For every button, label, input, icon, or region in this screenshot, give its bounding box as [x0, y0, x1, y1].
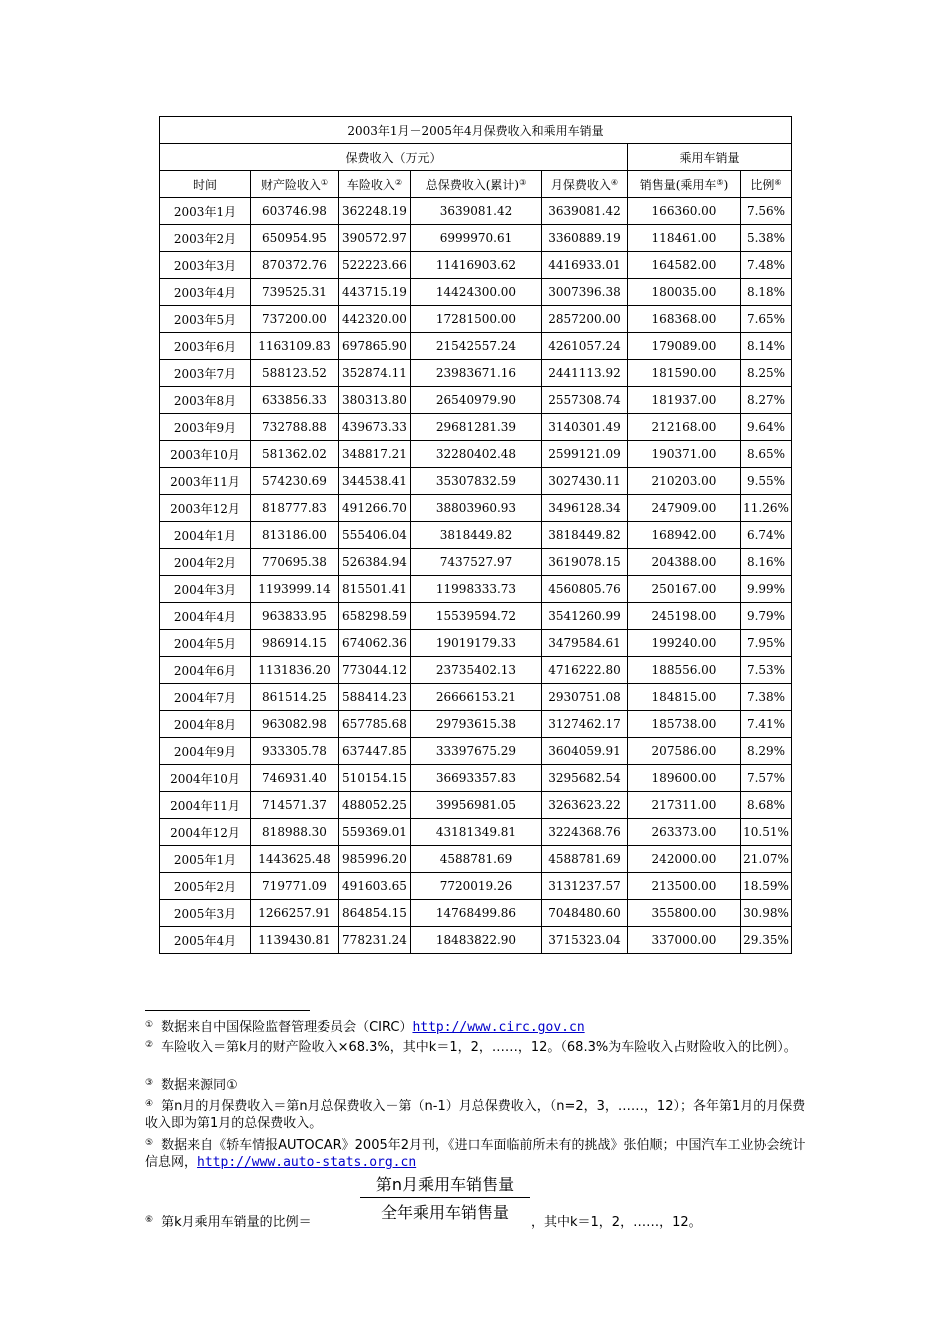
table-cell: 861514.25: [251, 684, 339, 711]
column-header-footnote-mark: ④: [610, 177, 619, 187]
table-cell: 3263623.22: [542, 792, 628, 819]
table-cell: 168942.00: [628, 522, 741, 549]
footnote-text: 数据来源同①: [161, 1078, 238, 1093]
table-row: [160, 684, 792, 711]
table-cell: 380313.80: [339, 387, 411, 414]
table-cell: 184815.00: [628, 684, 741, 711]
table-cell: 2003年6月: [160, 333, 251, 360]
column-header-row: [160, 171, 792, 198]
table-cell: 8.27%: [741, 387, 792, 414]
formula-denominator: 全年乘用车销售量: [380, 1203, 509, 1222]
table-cell: 2004年8月: [160, 711, 251, 738]
table-cell: 3496128.34: [542, 495, 628, 522]
table-cell: 2003年11月: [160, 468, 251, 495]
table-cell: 190371.00: [628, 441, 741, 468]
table-cell: 8.25%: [741, 360, 792, 387]
table-cell: 3140301.49: [542, 414, 628, 441]
table-cell: 443715.19: [339, 279, 411, 306]
table-cell: 189600.00: [628, 765, 741, 792]
table-cell: 3295682.54: [542, 765, 628, 792]
column-header: [411, 171, 542, 198]
table-cell: 21542557.24: [411, 333, 542, 360]
table-cell: 491266.70: [339, 495, 411, 522]
footnote-text: 第n月的月保费收入＝第n月总保费收入－第（n-1）月总保费收入，（n=2，3，……，12）；各年第1月的月保费收入即为第1月的总保费收入。: [145, 1099, 806, 1131]
table-cell: 3007396.38: [542, 279, 628, 306]
column-header-label: 财产险收入: [260, 177, 321, 192]
table-cell: 19019179.33: [411, 630, 542, 657]
table-cell: 603746.98: [251, 198, 339, 225]
table-cell: 3715323.04: [542, 927, 628, 954]
table-cell: 210203.00: [628, 468, 741, 495]
table-cell: 2441113.92: [542, 360, 628, 387]
sales-group-header: 乘用车销量: [628, 144, 792, 171]
table-row: [160, 873, 792, 900]
table-cell: 213500.00: [628, 873, 741, 900]
column-header-footnote-mark: ⑥: [774, 177, 782, 187]
table-cell: 4560805.76: [542, 576, 628, 603]
table-cell: 26666153.21: [411, 684, 542, 711]
table-cell: 818988.30: [251, 819, 339, 846]
table-cell: 3604059.91: [542, 738, 628, 765]
table-cell: 674062.36: [339, 630, 411, 657]
table-cell: 8.16%: [741, 549, 792, 576]
table-cell: 9.64%: [741, 414, 792, 441]
table-cell: 739525.31: [251, 279, 339, 306]
table-row: [160, 576, 792, 603]
premium-group-header: 保费收入（万元）: [160, 144, 628, 171]
table-cell: 7.95%: [741, 630, 792, 657]
footnote-6: [145, 1211, 312, 1230]
table-row: [160, 603, 792, 630]
table-cell: 9.79%: [741, 603, 792, 630]
table-cell: 11998333.73: [411, 576, 542, 603]
table-cell: 737200.00: [251, 306, 339, 333]
table-cell: 180035.00: [628, 279, 741, 306]
table-cell: 207586.00: [628, 738, 741, 765]
footnote-5: [145, 1135, 810, 1171]
column-header-label: 比例: [750, 177, 775, 192]
table-cell: 199240.00: [628, 630, 741, 657]
footnote-text: 数据来自《轿车情报AUTOCAR》2005年2月刊，《进口车面临前所未有的挑战》张伯顺；中国汽车工业协会统计信息网，: [145, 1138, 806, 1170]
table-cell: 815501.41: [339, 576, 411, 603]
table-row: [160, 198, 792, 225]
table-cell: 181590.00: [628, 360, 741, 387]
table-cell: 185738.00: [628, 711, 741, 738]
footnote-mark: ⑥: [145, 1215, 154, 1225]
table-row: [160, 414, 792, 441]
table-cell: 2004年6月: [160, 657, 251, 684]
column-header: [251, 171, 339, 198]
column-header-footnote-mark: ②: [394, 177, 403, 187]
footnote-3: [145, 1075, 810, 1094]
table-row: [160, 630, 792, 657]
footnote-4: [145, 1096, 810, 1132]
footnote-text: 车险收入＝第k月的财产险收入×68.3%，其中k＝1，2，……，12。（68.3%为车险收入占财险收入的比例）。: [161, 1040, 797, 1055]
table-cell: 7.53%: [741, 657, 792, 684]
table-row: [160, 549, 792, 576]
table-cell: 337000.00: [628, 927, 741, 954]
table-cell: 36693357.83: [411, 765, 542, 792]
table-cell: 870372.76: [251, 252, 339, 279]
group-header-row: [160, 144, 792, 171]
table-cell: 7.48%: [741, 252, 792, 279]
table-cell: 7.41%: [741, 711, 792, 738]
table-cell: 2930751.08: [542, 684, 628, 711]
table-cell: 864854.15: [339, 900, 411, 927]
table-cell: 23983671.16: [411, 360, 542, 387]
table-cell: 3027430.11: [542, 468, 628, 495]
column-header-footnote-mark: ③: [519, 177, 527, 187]
table-cell: 14768499.86: [411, 900, 542, 927]
table-row: [160, 522, 792, 549]
column-header-label: 月保费收入: [550, 177, 611, 192]
table-cell: 242000.00: [628, 846, 741, 873]
table-row: [160, 738, 792, 765]
table-cell: 746931.40: [251, 765, 339, 792]
footnote-mark: ④: [145, 1099, 154, 1109]
table-cell: 168368.00: [628, 306, 741, 333]
table-row: [160, 900, 792, 927]
table-cell: 2003年3月: [160, 252, 251, 279]
table-cell: 2004年10月: [160, 765, 251, 792]
table-cell: 7437527.97: [411, 549, 542, 576]
table-cell: 963833.95: [251, 603, 339, 630]
table-cell: 7048480.60: [542, 900, 628, 927]
auto-stats-link[interactable]: http://www.auto-stats.org.cn: [197, 1155, 417, 1170]
ratio-formula-fraction: [360, 1172, 530, 1223]
table-cell: 30.98%: [741, 900, 792, 927]
table-cell: 2003年2月: [160, 225, 251, 252]
table-cell: 6999970.61: [411, 225, 542, 252]
table-cell: 3639081.42: [411, 198, 542, 225]
table-cell: 1266257.91: [251, 900, 339, 927]
table-cell: 714571.37: [251, 792, 339, 819]
table-row: [160, 279, 792, 306]
table-cell: 442320.00: [339, 306, 411, 333]
table-cell: 2003年8月: [160, 387, 251, 414]
table-cell: 2004年1月: [160, 522, 251, 549]
table-cell: 2004年11月: [160, 792, 251, 819]
table-cell: 362248.19: [339, 198, 411, 225]
column-header: [339, 171, 411, 198]
table-cell: 9.55%: [741, 468, 792, 495]
table-cell: 166360.00: [628, 198, 741, 225]
table-cell: 778231.24: [339, 927, 411, 954]
table-cell: 2003年5月: [160, 306, 251, 333]
table-cell: 559369.01: [339, 819, 411, 846]
table-cell: 4588781.69: [411, 846, 542, 873]
table-cell: 439673.33: [339, 414, 411, 441]
column-header-label: 车险收入: [346, 177, 395, 192]
table-cell: 21.07%: [741, 846, 792, 873]
table-cell: 247909.00: [628, 495, 741, 522]
premium-sales-table: [159, 116, 792, 954]
table-cell: 581362.02: [251, 441, 339, 468]
table-cell: 3619078.15: [542, 549, 628, 576]
table-cell: 2005年1月: [160, 846, 251, 873]
table-cell: 217311.00: [628, 792, 741, 819]
table-cell: 555406.04: [339, 522, 411, 549]
table-row: [160, 657, 792, 684]
table-cell: 2004年5月: [160, 630, 251, 657]
column-header-footnote-mark: ⑤: [716, 177, 724, 187]
table-cell: 1193999.14: [251, 576, 339, 603]
table-cell: 7.65%: [741, 306, 792, 333]
table-cell: 355800.00: [628, 900, 741, 927]
table-cell: 2003年10月: [160, 441, 251, 468]
footnote-mark: ③: [145, 1078, 154, 1088]
footnote-6-suffix: ，其中k＝1，2，……，12。: [531, 1215, 702, 1230]
table-cell: 15539594.72: [411, 603, 542, 630]
table-cell: 933305.78: [251, 738, 339, 765]
table-cell: 7.56%: [741, 198, 792, 225]
table-row: [160, 441, 792, 468]
table-cell: 2003年4月: [160, 279, 251, 306]
table-row: [160, 387, 792, 414]
table-cell: 985996.20: [339, 846, 411, 873]
table-cell: 8.29%: [741, 738, 792, 765]
table-cell: 3541260.99: [542, 603, 628, 630]
column-header-footnote-mark: ①: [320, 177, 329, 187]
table-cell: 2004年4月: [160, 603, 251, 630]
table-cell: 2004年9月: [160, 738, 251, 765]
table-row: [160, 792, 792, 819]
column-header-label: 总保费收入(累计): [425, 177, 520, 192]
column-header-suffix: ): [723, 177, 729, 192]
table-cell: 8.18%: [741, 279, 792, 306]
table-cell: 2005年3月: [160, 900, 251, 927]
table-cell: 7.57%: [741, 765, 792, 792]
table-cell: 510154.15: [339, 765, 411, 792]
table-title: 2003年1月－2005年4月保费收入和乘用车销量: [160, 117, 792, 144]
table-cell: 26540979.90: [411, 387, 542, 414]
table-cell: 38803960.93: [411, 495, 542, 522]
table-cell: 818777.83: [251, 495, 339, 522]
table-cell: 245198.00: [628, 603, 741, 630]
table-cell: 14424300.00: [411, 279, 542, 306]
table-row: [160, 333, 792, 360]
column-header: [741, 171, 792, 198]
table-cell: 3224368.76: [542, 819, 628, 846]
table-cell: 39956981.05: [411, 792, 542, 819]
table-cell: 522223.66: [339, 252, 411, 279]
column-header: [160, 171, 251, 198]
table-cell: 488052.25: [339, 792, 411, 819]
table-cell: 10.51%: [741, 819, 792, 846]
table-cell: 263373.00: [628, 819, 741, 846]
table-cell: 3818449.82: [542, 522, 628, 549]
table-cell: 2004年2月: [160, 549, 251, 576]
column-header: [628, 171, 741, 198]
table-cell: 1131836.20: [251, 657, 339, 684]
table-cell: 29.35%: [741, 927, 792, 954]
footnote-text: 第k月乘用车销量的比例＝: [161, 1215, 312, 1230]
table-cell: 657785.68: [339, 711, 411, 738]
footnote-1: [145, 1017, 810, 1036]
table-cell: 526384.94: [339, 549, 411, 576]
table-cell: 3131237.57: [542, 873, 628, 900]
table-cell: 1443625.48: [251, 846, 339, 873]
table-cell: 588414.23: [339, 684, 411, 711]
table-row: [160, 252, 792, 279]
table-cell: 633856.33: [251, 387, 339, 414]
table-cell: 18.59%: [741, 873, 792, 900]
table-cell: 3360889.19: [542, 225, 628, 252]
table-cell: 697865.90: [339, 333, 411, 360]
table-cell: 1163109.83: [251, 333, 339, 360]
table-row: [160, 360, 792, 387]
table-cell: 3639081.42: [542, 198, 628, 225]
table-cell: 491603.65: [339, 873, 411, 900]
table-cell: 11416903.62: [411, 252, 542, 279]
table-cell: 43181349.81: [411, 819, 542, 846]
table-row: [160, 765, 792, 792]
table-cell: 344538.41: [339, 468, 411, 495]
footnote-mark: ⑤: [145, 1138, 154, 1148]
table-cell: 250167.00: [628, 576, 741, 603]
table-row: [160, 846, 792, 873]
table-cell: 658298.59: [339, 603, 411, 630]
table-cell: 2003年1月: [160, 198, 251, 225]
table-cell: 181937.00: [628, 387, 741, 414]
table-cell: 17281500.00: [411, 306, 542, 333]
column-header-label: 销售量(乘用车: [639, 177, 717, 192]
table-row: [160, 225, 792, 252]
table-cell: 4716222.80: [542, 657, 628, 684]
table-cell: 2599121.09: [542, 441, 628, 468]
table-cell: 390572.97: [339, 225, 411, 252]
circ-link[interactable]: http://www.circ.gov.cn: [412, 1020, 585, 1035]
table-cell: 204388.00: [628, 549, 741, 576]
table-cell: 2004年7月: [160, 684, 251, 711]
table-cell: 6.74%: [741, 522, 792, 549]
table-cell: 963082.98: [251, 711, 339, 738]
table-cell: 23735402.13: [411, 657, 542, 684]
table-cell: 4416933.01: [542, 252, 628, 279]
table-cell: 813186.00: [251, 522, 339, 549]
table-cell: 179089.00: [628, 333, 741, 360]
table-cell: 29793615.38: [411, 711, 542, 738]
table-cell: 7720019.26: [411, 873, 542, 900]
footnote-separator: [145, 1010, 310, 1011]
table-cell: 2003年7月: [160, 360, 251, 387]
table-cell: 212168.00: [628, 414, 741, 441]
table-cell: 986914.15: [251, 630, 339, 657]
table-cell: 2004年3月: [160, 576, 251, 603]
table-cell: 650954.95: [251, 225, 339, 252]
table-cell: 732788.88: [251, 414, 339, 441]
table-cell: 2857200.00: [542, 306, 628, 333]
table-cell: 719771.09: [251, 873, 339, 900]
footnote-mark: ②: [145, 1040, 154, 1050]
table-cell: 4588781.69: [542, 846, 628, 873]
table-cell: 9.99%: [741, 576, 792, 603]
table-cell: 1139430.81: [251, 927, 339, 954]
table-row: [160, 927, 792, 954]
table-cell: 2005年4月: [160, 927, 251, 954]
table-cell: 2005年2月: [160, 873, 251, 900]
table-row: [160, 819, 792, 846]
column-header-label: 时间: [192, 177, 217, 192]
table-cell: 574230.69: [251, 468, 339, 495]
table-cell: 2004年12月: [160, 819, 251, 846]
table-cell: 18483822.90: [411, 927, 542, 954]
table-cell: 348817.21: [339, 441, 411, 468]
table-cell: 33397675.29: [411, 738, 542, 765]
table-cell: 3479584.61: [542, 630, 628, 657]
table-cell: 770695.38: [251, 549, 339, 576]
table-cell: 7.38%: [741, 684, 792, 711]
table-row: [160, 468, 792, 495]
table-cell: 2003年9月: [160, 414, 251, 441]
table-cell: 118461.00: [628, 225, 741, 252]
footnote-mark: ①: [145, 1020, 154, 1030]
table-title-row: [160, 117, 792, 144]
footnote-text: 数据来自中国保险监督管理委员会（CIRC）: [161, 1020, 413, 1035]
table-cell: 2557308.74: [542, 387, 628, 414]
table-row: [160, 711, 792, 738]
table-row: [160, 495, 792, 522]
table-cell: 637447.85: [339, 738, 411, 765]
table-cell: 352874.11: [339, 360, 411, 387]
footnote-2: [145, 1037, 810, 1056]
table-cell: 3127462.17: [542, 711, 628, 738]
column-header: [542, 171, 628, 198]
formula-numerator: 第n月乘用车销售量: [360, 1172, 530, 1198]
table-cell: 773044.12: [339, 657, 411, 684]
table-cell: 588123.52: [251, 360, 339, 387]
table-cell: 11.26%: [741, 495, 792, 522]
table-cell: 8.68%: [741, 792, 792, 819]
table-cell: 8.14%: [741, 333, 792, 360]
table-cell: 5.38%: [741, 225, 792, 252]
table-cell: 3818449.82: [411, 522, 542, 549]
table-cell: 2003年12月: [160, 495, 251, 522]
table-cell: 8.65%: [741, 441, 792, 468]
table-row: [160, 306, 792, 333]
table-cell: 29681281.39: [411, 414, 542, 441]
table-cell: 188556.00: [628, 657, 741, 684]
table-cell: 4261057.24: [542, 333, 628, 360]
table-cell: 164582.00: [628, 252, 741, 279]
table-cell: 32280402.48: [411, 441, 542, 468]
table-cell: 35307832.59: [411, 468, 542, 495]
